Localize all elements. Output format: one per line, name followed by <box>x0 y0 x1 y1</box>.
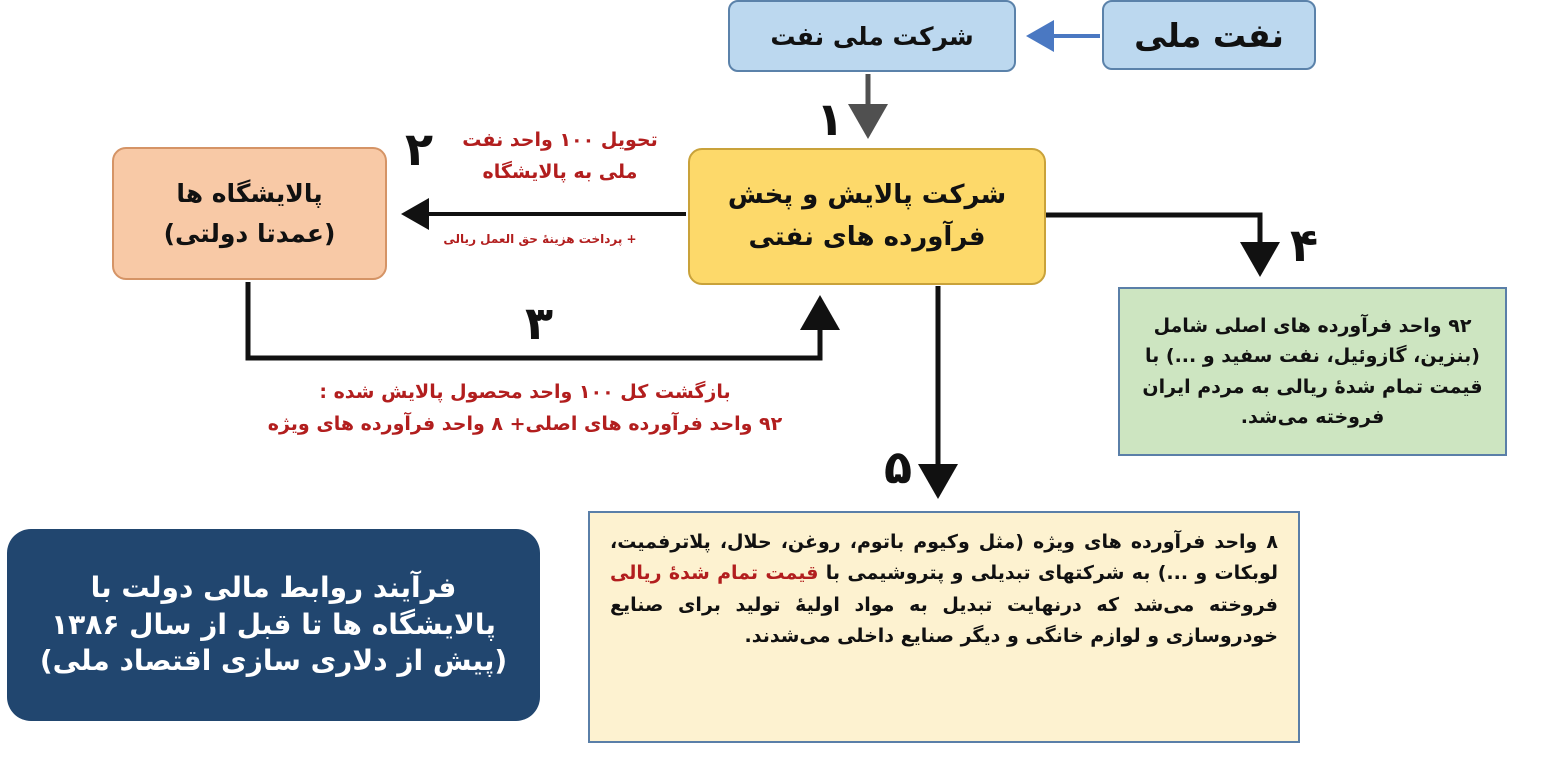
special-products-text-2: فروخته می‌شد که درنهایت تبدیل به مواد اولیهٔ تولید برای صنایع خودروسازی و لوازم خانگی و دیگر صنایع داخلی می‌شدند. <box>610 593 1278 648</box>
special-products-box <box>588 511 1300 743</box>
diagram-title-box <box>7 529 540 721</box>
step-1-number: ۱ <box>816 92 845 146</box>
refineries-box <box>112 147 387 280</box>
return-label-line2: ۹۲ واحد فرآورده های اصلی+ ۸ واحد فرآورده های ویژه <box>267 413 783 436</box>
special-products-text-1: ۸ واحد فرآورده های ویژه (مثل وکیوم باتوم، روغن، حلال، پلاترفمیت، لوبکات و ...) به شرکتهای تبدیلی و پتروشیمی با <box>610 531 1278 585</box>
step-4-number: ۴ <box>1290 218 1319 272</box>
step-2-number: ۲ <box>405 122 434 176</box>
delivery-label <box>440 124 680 189</box>
nioc-label: شرکت ملی نفت <box>770 21 974 51</box>
niordc-box <box>688 148 1046 285</box>
arrow-step-4 <box>1046 215 1260 272</box>
national-oil-label: نفت ملی <box>1134 15 1284 55</box>
main-products-box <box>1118 287 1507 456</box>
refineries-label-line1: پالایشگاه ها <box>176 178 323 208</box>
niordc-label-line1: شرکت پالایش و پخش <box>727 179 1007 210</box>
nioc-box <box>728 0 1016 72</box>
delivery-label-line1: تحویل ۱۰۰ واحد نفت <box>462 129 658 151</box>
refineries-label-line2: (عمدتا دولتی) <box>163 218 336 248</box>
return-label-line1: بازگشت کل ۱۰۰ واحد محصول پالایش شده : <box>319 381 731 403</box>
return-label <box>255 376 795 441</box>
delivery-label-line2: ملی به پالایشگاه <box>482 161 638 184</box>
diagram-title: فرآیند روابط مالی دولت با پالایشگاه ها تا قبل از سال ۱۳۸۶ (پیش از دلاری سازی اقتصاد ملی) <box>39 571 508 678</box>
niordc-label-line2: فرآورده های نفتی <box>748 221 986 252</box>
step-3-number: ۳ <box>525 296 554 350</box>
fee-label: + پرداخت هزینهٔ حق العمل ریالی <box>443 232 637 246</box>
main-products-text: ۹۲ واحد فرآورده های اصلی شامل (بنزین، گازوئیل، نفت سفید و ...) با قیمت تمام شدهٔ ریالی به مردم ایران فروخته می‌شد. <box>1142 314 1483 428</box>
step-5-number: ۵ <box>884 440 913 494</box>
national-oil-box <box>1102 0 1316 70</box>
special-products-highlight: قیمت تمام شدهٔ ریالی <box>610 562 819 585</box>
